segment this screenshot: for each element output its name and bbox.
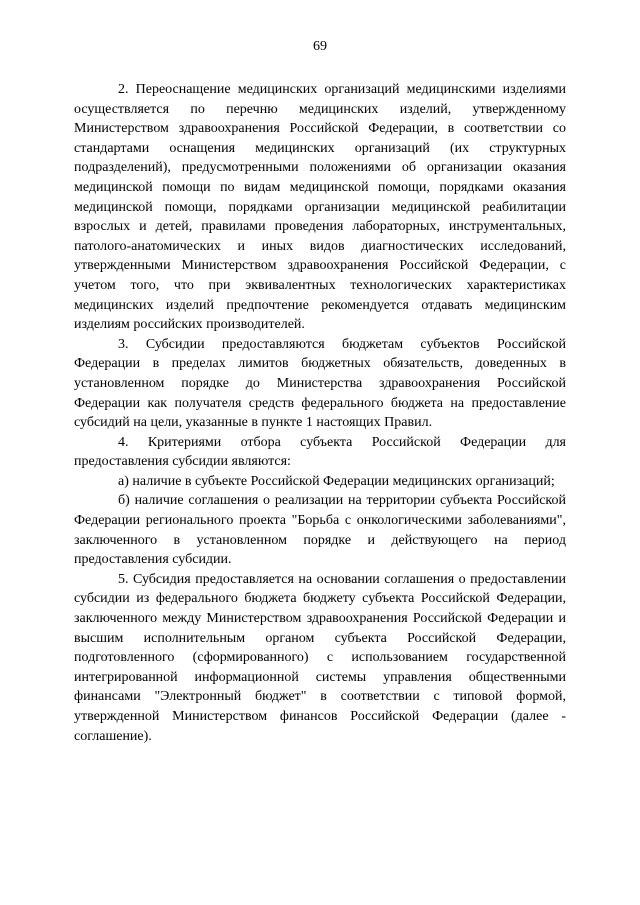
- document-body: [74, 80, 566, 746]
- paragraph-5-agreement: 5. Субсидия предоставляется на основании соглашения о предоставлении субсидии из федерального бюджета бюджету субъекта Российской Федерации, заключенного между Министерством здравоохранения Российской Федерации и высшим исполнительным органом субъекта Российской Федерации, подготовленного (сформированного) с использованием государственной интегрированной информационной системы управления общественными финансами "Электронный бюджет" в соответствии с типовой формой, утвержденной Министерством финансов Российской Федерации (далее - соглашение).: [74, 571, 566, 744]
- paragraph-4a-criterion: а) наличие в субъекте Российской Федерации медицинских организаций;: [118, 473, 555, 489]
- page-number: 69: [313, 39, 327, 54]
- paragraph-3-subsidies: 3. Субсидии предоставляются бюджетам субъектов Российской Федерации в пределах лимитов бюджетных обязательств, доведенных в установленном порядке до Министерства здравоохранения Российской Федерации как получателя средств федерального бюджета на предоставление субсидий на цели, указанные в пункте 1 настоящих Правил.: [74, 336, 566, 431]
- paragraph-4-selection-criteria: 4. Критериями отбора субъекта Российской Федерации для предоставления субсидии являются:: [74, 434, 566, 470]
- paragraph-2-re-equipment: 2. Переоснащение медицинских организаций медицинскими изделиями осуществляется по перечню медицинских изделий, утвержденному Министерством здравоохранения Российской Федерации, в соответствии со стандартами оснащения медицинских организаций (их структурных подразделений), предусмотренными положениями об организации оказания медицинской помощи по видам медицинской помощи, порядками оказания медицинской помощи, порядками организации медицинской реабилитации взрослых и детей, правилами проведения лабораторных, инструментальных, патолого-анатомических и иных видов диагностических исследований, утвержденными Министерством здравоохранения Российской Федерации, с учетом того, что при эквивалентных технологических характеристиках медицинских изделий предпочтение рекомендуется отдавать медицинским изделиям российских производителей.: [74, 82, 566, 333]
- paragraph-4b-criterion: б) наличие соглашения о реализации на территории субъекта Российской Федерации регионального проекта "Борьба с онкологическими заболеваниями", заключенного в установленном порядке и действующего на период предоставления субсидии.: [74, 493, 566, 568]
